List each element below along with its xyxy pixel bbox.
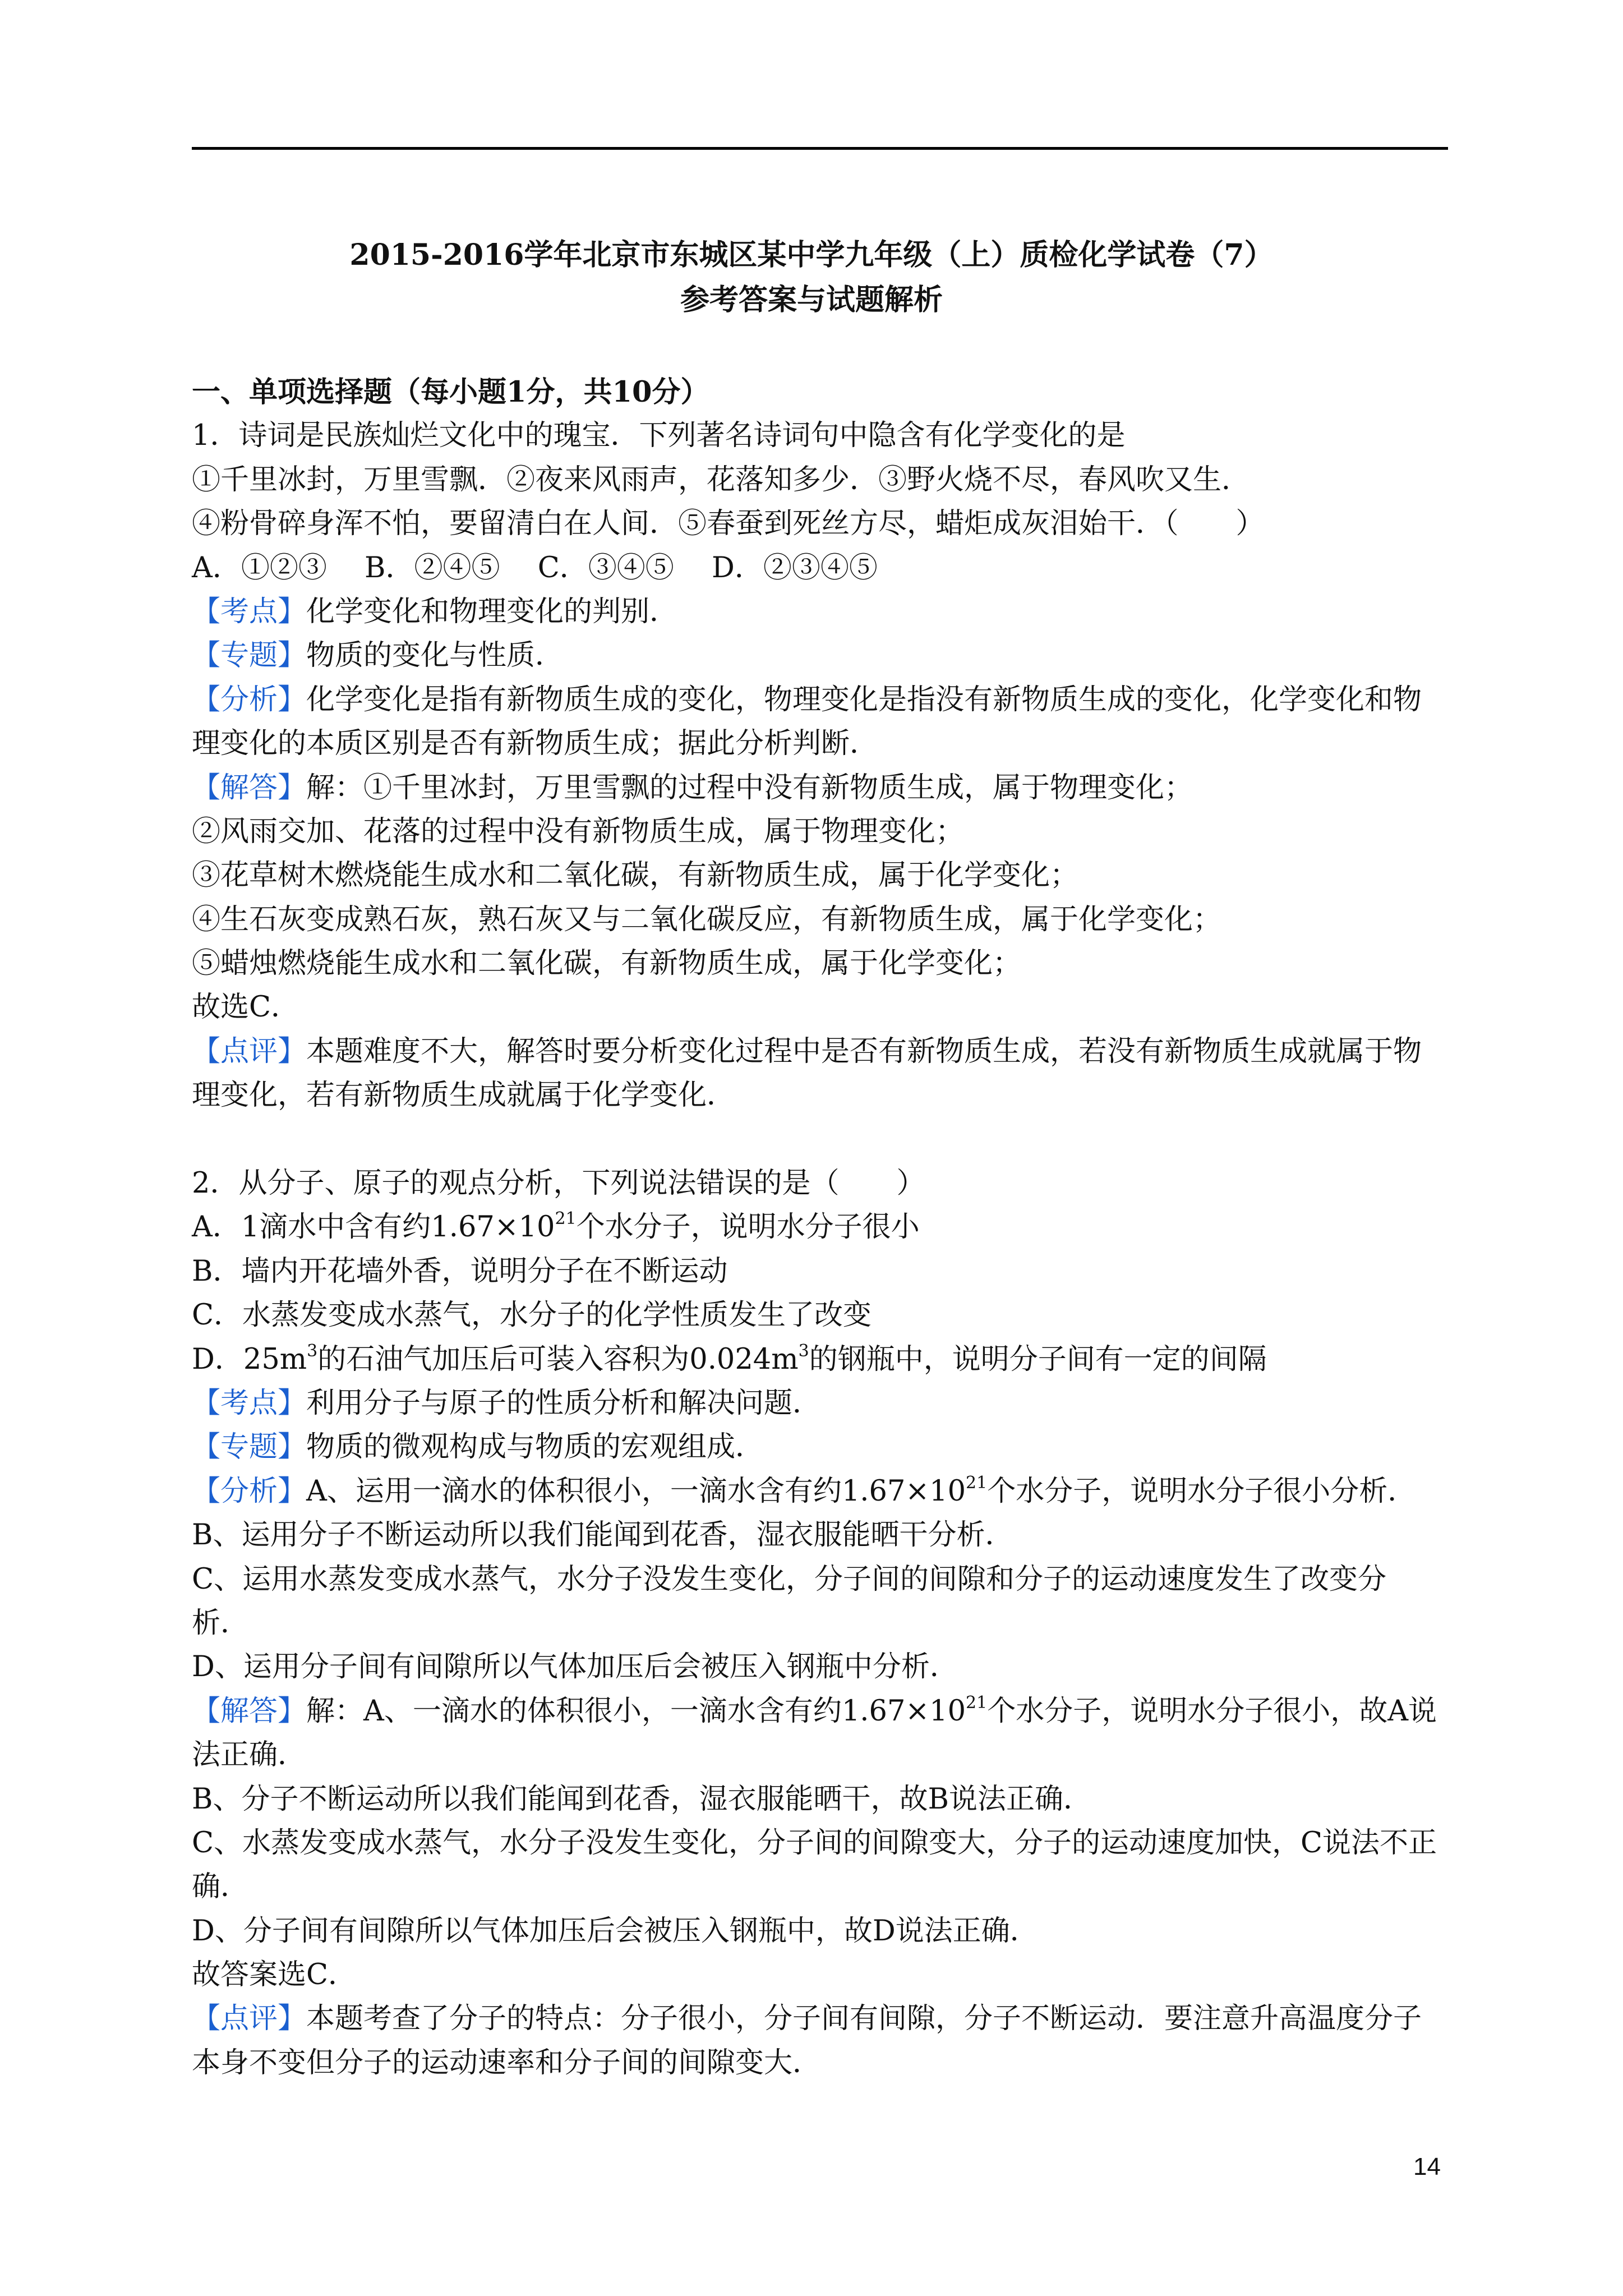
q1-stem-line3: ④粉骨碎身浑不怕，要留清白在人间．⑤春蚕到死丝方尽，蜡炬成灰泪始干．（ ） bbox=[192, 507, 1265, 541]
q2-option-d-2: 的石油气加压后可装入容积为0.024m bbox=[317, 1342, 799, 1376]
exponent: 3 bbox=[798, 1341, 809, 1361]
document-body bbox=[192, 370, 1448, 2085]
q2-option-a bbox=[192, 1205, 1448, 1249]
q2-jieda-text-4: C、水蒸发变成水蒸气，水分子没发生变化，分子间的间隙变大，分子的运动速度加快，C说法不正 bbox=[192, 1826, 1437, 1860]
section-heading: 一、单项选择题（每小题1分，共10分） bbox=[192, 375, 709, 409]
q2-jieda-1-pre: 解：A、一滴水的体积很小，一滴水含有约1.67×10 bbox=[306, 1694, 966, 1728]
jieda-tag: 【解答】 bbox=[192, 1694, 307, 1728]
fenxi-tag: 【分析】 bbox=[192, 683, 307, 716]
q2-option-a-pre: A．1滴水中含有约1.67×10 bbox=[192, 1211, 555, 1244]
exponent: 3 bbox=[307, 1341, 318, 1361]
zhuanti-tag: 【专题】 bbox=[192, 639, 307, 673]
q1-jieda-text-2: ②风雨交加、花落的过程中没有新物质生成，属于物理变化； bbox=[192, 815, 965, 848]
q1-kaodian-text: 化学变化和物理变化的判别． bbox=[306, 595, 679, 628]
q1-stem: 1．诗词是民族灿烂文化中的瑰宝．下列著名诗词句中隐含有化学变化的是 bbox=[192, 419, 1126, 453]
dianping-tag: 【点评】 bbox=[192, 1034, 307, 1068]
q2-dianping-text-1: 本题考查了分子的特点：分子很小，分子间有间隙，分子不断运动．要注意升高温度分子 bbox=[306, 2002, 1422, 2036]
q2-jieda-text-6: D、分子间有间隙所以气体加压后会被压入钢瓶中，故D说法正确． bbox=[192, 1914, 1039, 1948]
q2-option-b: B．墙内开花墙外香，说明分子在不断运动 bbox=[192, 1254, 728, 1288]
q1-fenxi-text-2: 理变化的本质区别是否有新物质生成；据此分析判断． bbox=[192, 727, 879, 761]
q2-fenxi-text-5: D、运用分子间有间隙所以气体加压后会被压入钢瓶中分析． bbox=[192, 1650, 958, 1684]
q1-options: A．①②③ B．②④⑤ C．③④⑤ D．②③④⑤ bbox=[192, 551, 878, 585]
exponent: 21 bbox=[966, 1692, 988, 1713]
q1-dianping bbox=[192, 1030, 1448, 1074]
q1-zhuanti-text: 物质的变化与性质． bbox=[306, 639, 564, 673]
q1-dianping-text-1: 本题难度不大，解答时要分析变化过程中是否有新物质生成，若没有新物质生成就属于物 bbox=[306, 1034, 1422, 1068]
page-number: 14 bbox=[1413, 2153, 1441, 2180]
q1-zhuanti bbox=[192, 634, 1448, 678]
q2-kaodian bbox=[192, 1382, 1448, 1425]
q2-fenxi-text-2: B、运用分子不断运动所以我们能闻到花香，湿衣服能晒干分析． bbox=[192, 1519, 1014, 1552]
q1-kaodian bbox=[192, 590, 1448, 634]
q1-jieda-text-3: ③花草树木燃烧能生成水和二氧化碳，有新物质生成，属于化学变化； bbox=[192, 859, 1079, 892]
exponent: 21 bbox=[966, 1473, 988, 1493]
jieda-tag: 【解答】 bbox=[192, 771, 307, 804]
q2-jieda-text-7: 故答案选C． bbox=[192, 1958, 357, 1992]
q2-jieda-1-post: 个水分子，说明水分子很小，故A说 bbox=[987, 1694, 1437, 1728]
q1-jieda bbox=[192, 766, 1448, 810]
kaodian-tag: 【考点】 bbox=[192, 1386, 307, 1420]
q2-option-a-post: 个水分子，说明水分子很小 bbox=[576, 1211, 920, 1244]
q2-option-c: C．水蒸发变成水蒸气，水分子的化学性质发生了改变 bbox=[192, 1299, 872, 1332]
q1-dianping-text-2: 理变化，若有新物质生成就属于化学变化． bbox=[192, 1079, 736, 1112]
q2-stem: 2．从分子、原子的观点分析，下列说法错误的是（ ） bbox=[192, 1167, 925, 1200]
q2-kaodian-text: 利用分子与原子的性质分析和解决问题． bbox=[306, 1386, 822, 1420]
zhuanti-tag: 【专题】 bbox=[192, 1430, 307, 1464]
q2-dianping bbox=[192, 1997, 1448, 2041]
q2-dianping-text-2: 本身不变但分子的运动速率和分子间的间隙变大． bbox=[192, 2046, 822, 2079]
q2-jieda-text-3: B、分子不断运动所以我们能闻到花香，湿衣服能晒干，故B说法正确． bbox=[192, 1782, 1092, 1816]
q2-jieda bbox=[192, 1690, 1448, 1733]
exponent: 21 bbox=[555, 1209, 577, 1229]
q1-fenxi-text-1: 化学变化是指有新物质生成的变化，物理变化是指没有新物质生成的变化，化学变化和物 bbox=[306, 683, 1422, 716]
dianping-tag: 【点评】 bbox=[192, 2002, 307, 2036]
q1-stem-line2: ①千里冰封，万里雪飘．②夜来风雨声，花落知多少．③野火烧不尽，春风吹又生． bbox=[192, 463, 1251, 496]
q1-fenxi bbox=[192, 678, 1448, 722]
q2-zhuanti bbox=[192, 1425, 1448, 1469]
q2-option-d-3: 的钢瓶中，说明分子间有一定的间隔 bbox=[809, 1342, 1267, 1376]
q1-jieda-text-4: ④生石灰变成熟石灰，熟石灰又与二氧化碳反应，有新物质生成，属于化学变化； bbox=[192, 903, 1222, 936]
header-rule bbox=[192, 147, 1448, 150]
q2-jieda-text-2: 法正确． bbox=[192, 1738, 307, 1772]
q1-jieda-text-5: ⑤蜡烛燃烧能生成水和二氧化碳，有新物质生成，属于化学变化； bbox=[192, 947, 1022, 981]
q2-fenxi-text-3: C、运用水蒸发变成水蒸气，水分子没发生变化，分子间的间隙和分子的运动速度发生了改变分 bbox=[192, 1562, 1387, 1596]
q2-option-d bbox=[192, 1338, 1448, 1382]
q1-jieda-text-1: 解：①千里冰封，万里雪飘的过程中没有新物质生成，属于物理变化； bbox=[306, 771, 1193, 804]
q2-fenxi bbox=[192, 1470, 1448, 1513]
q2-option-d-1: D．25m bbox=[192, 1342, 307, 1376]
fenxi-tag: 【分析】 bbox=[192, 1474, 307, 1508]
q2-jieda-text-5: 确． bbox=[192, 1870, 250, 1904]
question-gap bbox=[192, 1118, 1448, 1162]
q1-jieda-text-6: 故选C． bbox=[192, 991, 300, 1024]
kaodian-tag: 【考点】 bbox=[192, 595, 307, 628]
q2-fenxi-text-4: 析． bbox=[192, 1606, 250, 1640]
q2-fenxi-1-post: 个水分子，说明水分子很小分析． bbox=[987, 1474, 1417, 1508]
q2-fenxi-1-pre: A、运用一滴水的体积很小，一滴水含有约1.67×10 bbox=[306, 1474, 966, 1508]
q2-zhuanti-text: 物质的微观构成与物质的宏观组成． bbox=[306, 1430, 764, 1464]
page-subtitle: 参考答案与试题解析 bbox=[680, 283, 943, 317]
page-title: 2015-2016学年北京市东城区某中学九年级（上）质检化学试卷（7） bbox=[349, 238, 1274, 272]
